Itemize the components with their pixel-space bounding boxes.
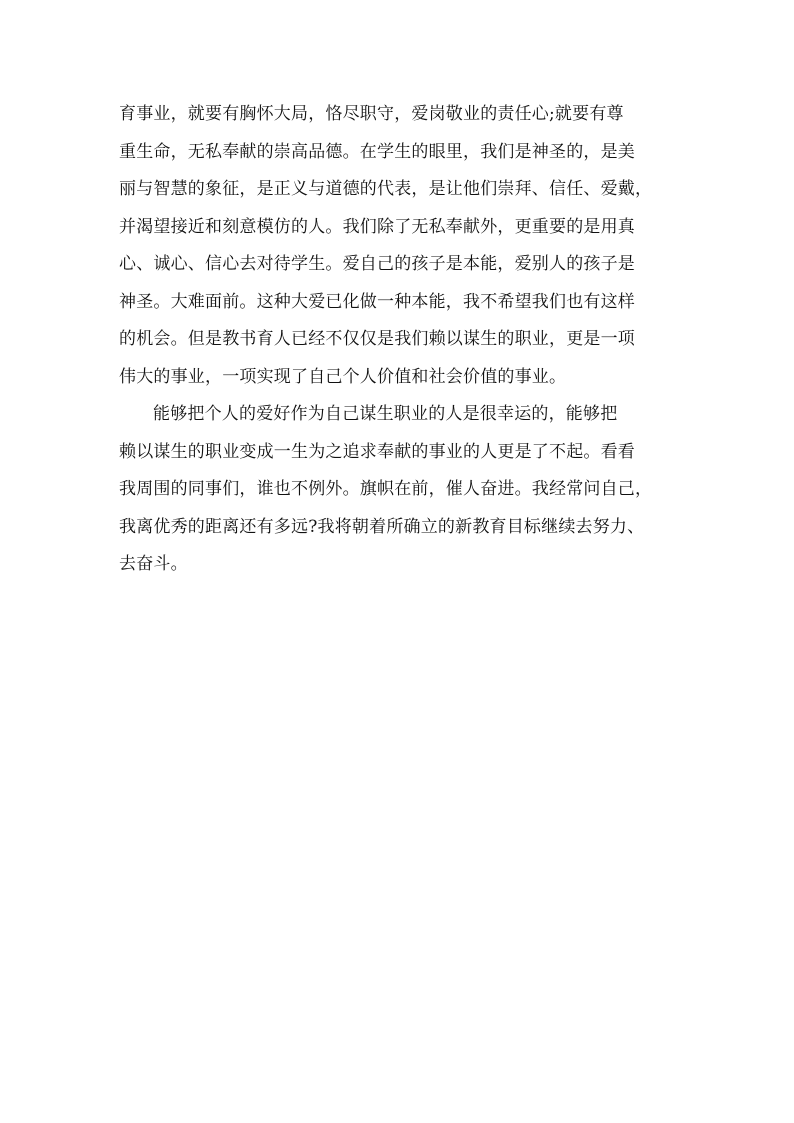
text-line: 我离优秀的距离还有多远?我将朝着所确立的新教育目标继续去努力、 bbox=[119, 516, 645, 537]
text-line: 赖以谋生的职业变成一生为之追求奉献的事业的人更是了不起。看看 bbox=[119, 441, 635, 462]
text-line: 并渴望接近和刻意模仿的人。我们除了无私奉献外，更重要的是用真 bbox=[119, 216, 635, 237]
text-line: 重生命，无私奉献的崇高品德。在学生的眼里，我们是神圣的，是美 bbox=[119, 141, 635, 162]
paragraph-1 bbox=[119, 96, 679, 396]
text-line: 丽与智慧的象征，是正义与道德的代表，是让他们崇拜、信任、爱戴， bbox=[119, 179, 653, 199]
text-line: 神圣。大难面前。这种大爱已化做一种本能，我不希望我们也有这样 bbox=[119, 291, 635, 312]
text-line-indented: 能够把个人的爱好作为自己谋生职业的人是很幸运的，能够把 bbox=[153, 404, 618, 424]
paragraph-2 bbox=[119, 396, 679, 584]
text-line: 伟大的事业，一项实现了自己个人价值和社会价值的事业。 bbox=[119, 366, 567, 387]
document-body bbox=[119, 96, 679, 584]
text-line: 我周围的同事们，谁也不例外。旗帜在前，催人奋进。我经常问自己， bbox=[119, 479, 653, 499]
text-line: 心、诚心、信心去对待学生。爱自己的孩子是本能，爱别人的孩子是 bbox=[119, 254, 635, 274]
text-line: 育事业，就要有胸怀大局，恪尽职守，爱岗敬业的责任心;就要有尊 bbox=[119, 104, 624, 124]
text-line: 去奋斗。 bbox=[119, 554, 188, 574]
text-line: 的机会。但是教书育人已经不仅仅是我们赖以谋生的职业，更是一项 bbox=[119, 329, 635, 349]
